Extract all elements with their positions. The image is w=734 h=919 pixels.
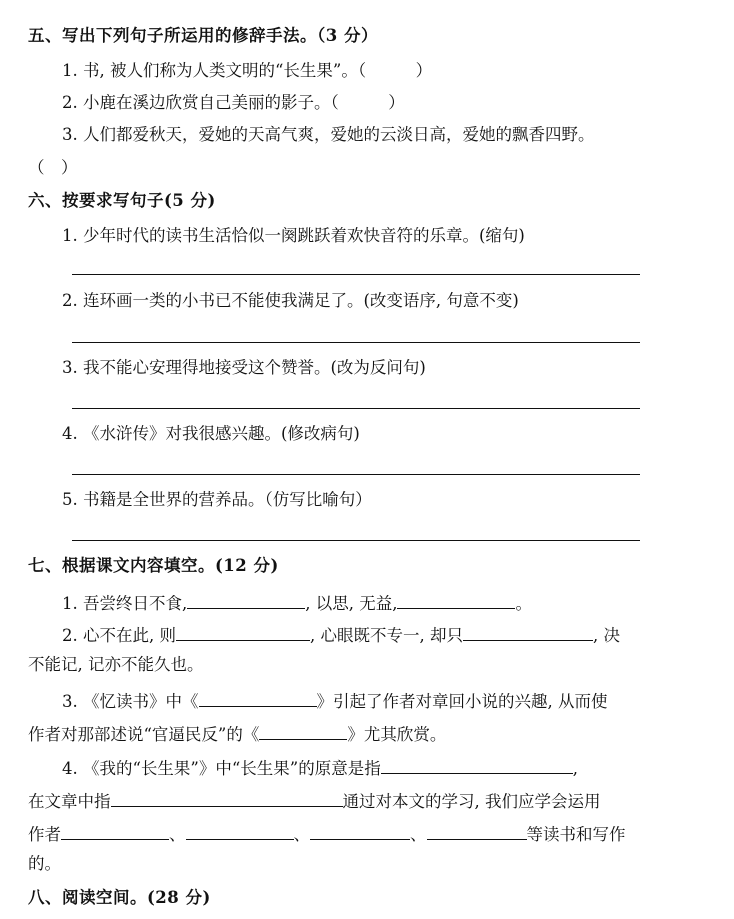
section7-q4-text-a: 4. 《我的“长生果”》中“长生果”的原意是指 xyxy=(62,759,381,778)
section7-q3-blank-2[interactable] xyxy=(259,721,347,740)
section7-q1-blank-1[interactable] xyxy=(187,590,305,609)
section7-q4-line2-text-b: 通过对本文的学习, 我们应学会运用 xyxy=(342,792,601,811)
section6-q4-answer-line[interactable] xyxy=(72,474,640,475)
section7-q3-text-a: 3. 《忆读书》中《 xyxy=(62,692,199,711)
section7-q2-text-c: , 决 xyxy=(592,626,620,645)
section7-q4-line3-text-b: 等读书和写作 xyxy=(526,825,626,844)
section6-q1-answer-line[interactable] xyxy=(72,274,640,275)
section5-heading: 五、写出下列句子所运用的修辞手法。（3 分） xyxy=(28,26,378,45)
section7-q2 xyxy=(62,622,620,647)
section7-q4-line2 xyxy=(28,788,601,813)
section7-q3-blank-1[interactable] xyxy=(199,688,317,707)
section7-q1-text-a: 1. 吾尝终日不食, xyxy=(62,594,188,613)
section7-q4-blank-6[interactable] xyxy=(427,821,527,840)
section7-q2-text-b: , 心眼既不专一, 却只 xyxy=(309,626,463,645)
section7-q4-blank-1[interactable] xyxy=(381,755,573,774)
section7-q4-blank-5[interactable] xyxy=(310,821,410,840)
section7-q1-blank-2[interactable] xyxy=(397,590,515,609)
section7-heading: 七、根据课文内容填空。(12 分) xyxy=(28,556,279,575)
section7-q2-line2: 不能记, 记亦不能久也。 xyxy=(28,655,204,674)
section5-q2: 2. 小鹿在溪边欣赏自己美丽的影子。（ ） xyxy=(62,93,405,112)
section6-heading: 六、按要求写句子(5 分) xyxy=(28,191,216,210)
section7-q4-line3-text-a: 作者 xyxy=(28,825,61,844)
section5-q3-answer-blank[interactable]: （ ） xyxy=(28,158,78,177)
section5-q1: 1. 书, 被人们称为人类文明的“长生果”。（ ） xyxy=(62,61,433,80)
section7-q3 xyxy=(62,688,608,713)
section7-q4-line2-text-a: 在文章中指 xyxy=(28,792,111,811)
section7-q4-sep-3: 、 xyxy=(410,825,427,844)
section6-q3: 3. 我不能心安理得地接受这个赞誉。(改为反问句) xyxy=(62,358,426,377)
section7-q2-blank-1[interactable] xyxy=(176,622,310,641)
section5-q3: 3. 人们都爱秋天，爱她的天高气爽，爱她的云淡日高，爱她的飘香四野。 xyxy=(62,125,595,144)
section7-q4-blank-4[interactable] xyxy=(186,821,294,840)
section8-heading: 八、阅读空间。(28 分) xyxy=(28,888,211,907)
section6-q1: 1. 少年时代的读书生活恰似一阕跳跃着欢快音符的乐章。(缩句) xyxy=(62,226,525,245)
section7-q3-line2 xyxy=(28,721,446,746)
section7-q1-text-b: , 以思, 无益, xyxy=(305,594,398,613)
section7-q4-blank-3[interactable] xyxy=(61,821,169,840)
section7-q1-text-c: 。 xyxy=(515,594,532,613)
section7-q3-line2-text-b: 》尤其欣赏。 xyxy=(347,725,447,744)
section7-q4-text-b: , xyxy=(572,759,578,778)
section7-q4-sep-2: 、 xyxy=(293,825,310,844)
section7-q1 xyxy=(62,590,532,615)
section7-q2-blank-2[interactable] xyxy=(463,622,593,641)
section7-q4-line4: 的。 xyxy=(28,854,61,873)
section7-q4-line3 xyxy=(28,821,626,846)
section6-q3-answer-line[interactable] xyxy=(72,408,640,409)
section7-q3-line2-text-a: 作者对那部述说“官逼民反”的《 xyxy=(28,725,260,744)
section7-q4 xyxy=(62,755,578,780)
section6-q2: 2. 连环画一类的小书已不能使我满足了。(改变语序, 句意不变) xyxy=(62,291,519,310)
section7-q3-text-b: 》引起了作者对章回小说的兴趣, 从而使 xyxy=(316,692,608,711)
section6-q5: 5. 书籍是全世界的营养品。（仿写比喻句） xyxy=(62,490,372,509)
section6-q2-answer-line[interactable] xyxy=(72,342,640,343)
section6-q5-answer-line[interactable] xyxy=(72,540,640,541)
section7-q4-sep-1: 、 xyxy=(169,825,186,844)
section7-q4-blank-2[interactable] xyxy=(111,788,343,807)
section6-q4: 4. 《水浒传》对我很感兴趣。(修改病句) xyxy=(62,424,360,443)
section7-q2-text-a: 2. 心不在此, 则 xyxy=(62,626,176,645)
